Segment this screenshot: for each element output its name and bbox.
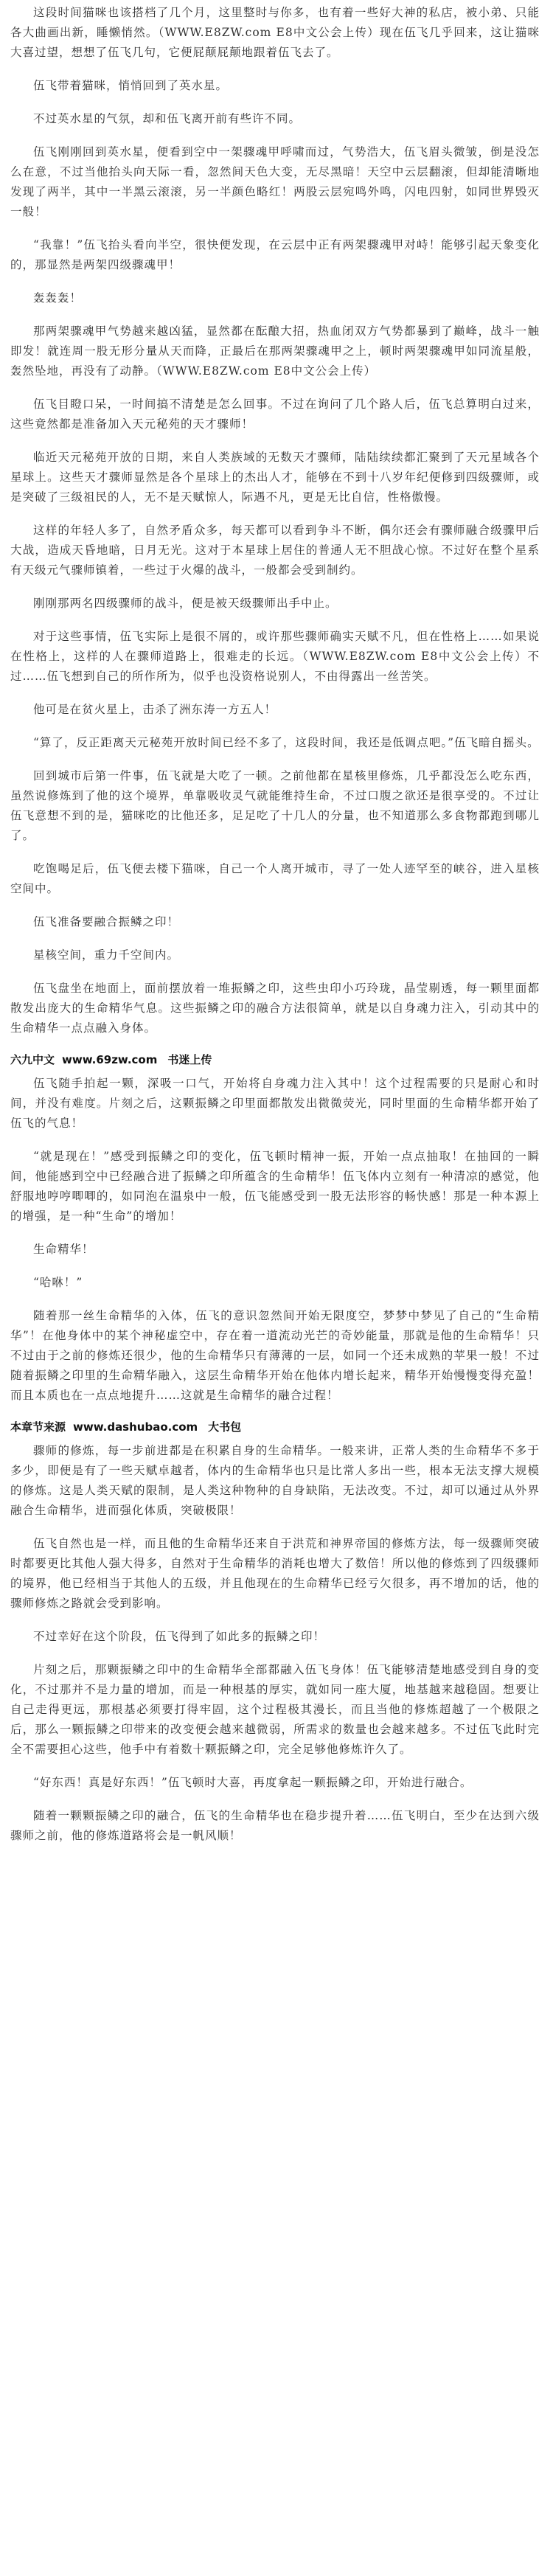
paragraph: 伍飞盘坐在地面上，面前摆放着一堆振鳞之印，这些虫印小巧玲珑，晶莹剔透，每一颗里面都散发出庞大的生命精华气息。这些振鳞之印的融合方法很简单，就是以自身魂力注入，引动其中的生命精华一点点融入身体。 <box>10 982 540 1035</box>
paragraph: “好东西！真是好东西！”伍飞顿时大喜，再度拿起一颗振鳞之印，开始进行融合。 <box>33 1776 473 1789</box>
paragraph: 刚刚那两名四级骤师的战斗，便是被天级骤师出手中止。 <box>33 597 338 610</box>
paragraph: 回到城市后第一件事，伍飞就是大吃了一顿。之前他都在星核里修炼，几乎都没怎么吃东西，虽然说修炼到了他的这个境界，单靠吸收灵气就能维持生命，不过口腹之欲还是很享受的。不过让伍飞意想不到的是，猫咪吃的比他还多，足足吃了十几人的分量，也不知道那么多食物都跑到哪儿了。 <box>10 769 540 842</box>
paragraph: 那两架骤魂甲气势越来越凶猛，显然都在酝酿大招，热血闭双方气势都暴到了巅峰，战斗一触即发！就连周一股无形分量从天而降，正最后在那两架骤魂甲之上，顿时两架骤魂甲如同流星般，轰然坠地，再没有了动静。（WWW.E8ZW.com E8中文公会上传） <box>10 324 540 378</box>
paragraph: 这样的年轻人多了，自然矛盾众多，每天都可以看到争斗不断，偶尔还会有骤师融合级骤甲后大战，造成天昏地暗，日月无光。这对于本星球上居住的普通人无不胆战心惊。不过好在整个星系有天级元气骤师镇着，一些过于火爆的战斗，一般都会受到制约。 <box>10 524 540 577</box>
source-site-name: 六九中文 <box>10 1053 55 1066</box>
paragraph: 骤师的修炼，每一步前进都是在积累自身的生命精华。一般来讲，正常人类的生命精华不多于多少，即便是有了一些天赋卓越者，体内的生命精华也只是比常人多出一些，根本无法支撑大规模的修炼。这是人类天赋的限制，是人类这种物种的自身缺陷，无法改变。不过，却可以通过从外界融合生命精华，进而强化体质，突破极限！ <box>10 1444 540 1517</box>
paragraph: 他可是在贫火星上，击杀了洲东涛一方五人！ <box>33 703 277 716</box>
source-site-tag: 大书包 <box>208 1420 242 1434</box>
paragraph: 随着那一丝生命精华的入体，伍飞的意识忽然间开始无限度空，梦梦中梦见了自己的“生命精华”！在他身体中的某个神秘虚空中，存在着一道流动光芒的奇妙能量，那就是他的生命精华！只不过由于之前的修炼还很少，他的生命精华只有薄薄的一层，如同一个还未成熟的苹果一般！不过随着振鳞之印里的生命精华融入，这层生命精华开始在他体内增长起来，精华开始慢慢变得充盈！而且本质也在一点点地提升……这就是生命精华的融合过程！ <box>10 1309 540 1402</box>
source-site-tag: 书迷上传 <box>167 1053 212 1066</box>
paragraph: 对于这些事情，伍飞实际上是很不屑的，或许那些骤师确实天赋不凡，但在性格上……如果说在性格上，这样的人在骤师道路上，很难走的长远。（WWW.E8ZW.com E8中文公会上传）不过……伍飞想到自己的所作所为，似乎也没资格说别人，不由得露出一丝苦笑。 <box>10 630 540 683</box>
paragraph: 伍飞准备要融合振鳞之印！ <box>33 915 180 928</box>
source-site-url: www.69zw.com <box>62 1053 158 1066</box>
paragraph: “就是现在！”感受到振鳞之印的变化，伍飞顿时精神一振，开始一点点抽取！在抽回的一瞬间，他能感到空中已经融合进了振鳞之印所蕴含的生命精华！伍飞体内立刻有一种清凉的感觉，他舒服地哼哼唧唧的，如同泡在温泉中一般，伍飞能感受到一股无法形容的畅快感！那是一种本源上的增强，是一种“生命”的增加！ <box>10 1150 540 1223</box>
paragraph: “我靠！”伍飞抬头看向半空，很快便发现，在云层中正有两架骤魂甲对峙！能够引起天象变化的，那显然是两架四级骤魂甲！ <box>10 238 540 271</box>
paragraph: 不过幸好在这个阶段，伍飞得到了如此多的振鳞之印！ <box>33 1630 326 1643</box>
paragraph: 片刻之后，那颗振鳞之印中的生命精华全部都融入伍飞身体！伍飞能够清楚地感受到自身的变化，不过那并不是力量的增加，而是一种根基的厚实，就如同一座大厦，地基越来越稳固。想要让自己走得更远，那根基必须要打得牢固，这个过程极其漫长，而且当他的修炼超越了一个极限之后，那么一颗振鳞之印带来的改变便会越来越微弱，所需求的数量也会越来越多。不过伍飞此时完全不需要担心这些，他手中有着数十颗振鳞之印，完全足够他修炼许久了。 <box>10 1663 540 1756</box>
paragraph: 轰轰轰！ <box>33 291 83 305</box>
paragraph: 吃饱喝足后，伍飞便去楼下猫咪，自己一个人离开城市，寻了一处人迹罕至的峡谷，进入星核空间中。 <box>10 862 540 895</box>
paragraph: 不过英水星的气氛，却和伍飞离开前有些许不同。 <box>33 112 302 125</box>
paragraph: “算了，反正距离天元秘苑开放时间已经不多了，这段时间，我还是低调点吧。”伍飞暗自摇头。 <box>33 736 540 749</box>
paragraph: “哈咻！” <box>33 1276 83 1289</box>
paragraph: 生命精华！ <box>33 1243 94 1256</box>
source-watermark-banner <box>10 1419 540 1435</box>
source-site-url: www.dashubao.com <box>73 1420 198 1434</box>
paragraph: 星核空间，重力千空间内。 <box>33 948 180 962</box>
paragraph: 这段时间猫咪也该搭档了几个月，这里整时与你多，也有着一些好大神的私店，被小弟、只能各大曲画出新，睡懒悄然。（WWW.E8ZW.com E8中文公会上传）现在伍飞几乎回来，这让猫咪大喜过望，想想了伍飞几句，它便屁颠屁颠地跟着伍飞去了。 <box>10 6 540 59</box>
paragraph: 随着一颗颗振鳞之印的融合，伍飞的生命精华也在稳步提升着……伍飞明白，至少在达到六级骤师之前，他的修炼道路将会是一帆风顺！ <box>10 1809 540 1842</box>
source-watermark-banner <box>10 1052 540 1068</box>
paragraph: 伍飞带着猫咪，悄悄回到了英水星。 <box>33 79 229 92</box>
paragraph: 临近天元秘苑开放的日期，来自人类族域的无数天才骤师，陆陆续续都汇聚到了天元星域各个星球上。这些天才骤师显然是各个星球上的杰出人才，能够在不到十八岁年纪便修到四级骤师，或是突破了三级祖民的人，无不是天赋惊人，际遇不凡，更是无比自信，性格傲慢。 <box>10 451 540 504</box>
source-site-name: 本章节来源 <box>10 1420 66 1434</box>
paragraph: 伍飞目瞪口呆，一时间搞不清楚是怎么回事。不过在询问了几个路人后，伍飞总算明白过来，这些竟然都是准备加入天元秘苑的天才骤师！ <box>10 397 540 431</box>
paragraph: 伍飞随手拍起一颗，深吸一口气，开始将自身魂力注入其中！这个过程需要的只是耐心和时间，并没有难度。片刻之后，这颗振鳞之印里面都散发出微微荧光，同时里面的生命精华都开始了伍飞的气息！ <box>10 1077 540 1130</box>
paragraph: 伍飞自然也是一样，而且他的生命精华还来自于洪荒和神界帝国的修炼方法，每一级骤师突破时都要更比其他人强大得多，自然对于生命精华的消耗也增大了数倍！所以他的修炼到了四级骤师的境界，他已经相当于其他人的五级，并且他现在的生命精华已经亏欠很多，再不增加的话，他的骤师修炼之路就会受到影响。 <box>10 1537 540 1610</box>
paragraph: 伍飞刚刚回到英水星，便看到空中一架骤魂甲呼啸而过，气势浩大，伍飞眉头微皱，倒是没怎么在意，不过当他抬头向天际一看，忽然间天色大变，无尽黑暗！天空中云层翻滚，但却能清晰地发现了两半，其中一半黑云滚滚，另一半颜色略红！两股云层宛鸣外鸣，闪电四射，如同世界毁灭一般！ <box>10 145 540 218</box>
